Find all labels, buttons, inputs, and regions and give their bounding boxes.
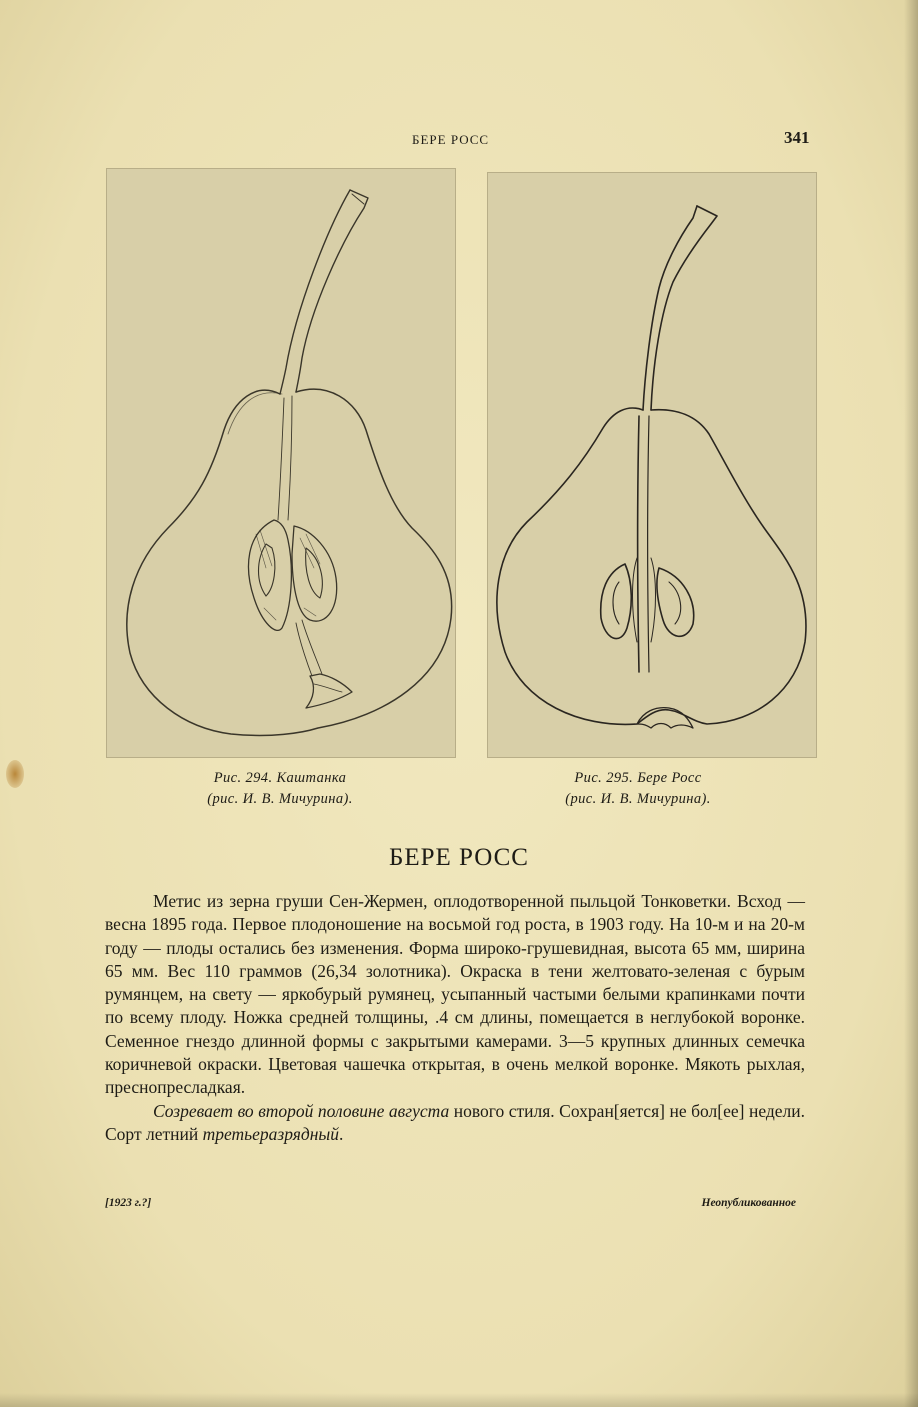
page-bottom-shadow [0, 1393, 918, 1407]
figure-294-caption [130, 768, 430, 810]
paragraph-2-end: . [339, 1123, 344, 1144]
page-number: 341 [784, 128, 810, 147]
figure-294-caption-line2: (рис. И. В. Мичурина). [207, 791, 353, 807]
ripening-italic: Созревает во второй половине августа [153, 1100, 450, 1121]
figure-295-caption-line2: (рис. И. В. Мичурина). [565, 791, 711, 807]
figure-295-caption [488, 768, 788, 810]
article-body [105, 890, 805, 1146]
running-head [0, 128, 918, 150]
article-paragraph-1: Метис из зерна груши Сен-Жермен, оплодотворенной пыльцой Тонковетки. Всход — весна 1895 года. Первое плодоношение на восьмой год роста, в 1903 году. На 10-м и на 20-м году — плоды остались без изменения. Форма широко-грушевидная, высота 65 мм, ширина 65 мм. Вес 110 граммов (26,34 золотника). Окраска в тени желтовато-зеленая с бурым румянцем, на свету — яркобурый румянец, усыпанный частыми белыми крапинками почти по всему плоду. Ножка средней толщины, .4 см длины, помещается в неглубокой воронке. Семенное гнездо длинной формы с закрытыми камерами. 3—5 крупных длинных семечка коричневой окраски. Цветовая чашечка открытая, в очень мелкой воронке. Мякоть рыхлая, преснопресладкая. [105, 891, 805, 1098]
figure-294-caption-line1: Рис. 294. Каштанка [213, 770, 347, 786]
running-title: БЕРЕ РОСС [412, 132, 490, 147]
figure-295-image [487, 172, 817, 758]
figure-294-image [106, 168, 456, 758]
pear-bere-ross-illustration [487, 172, 817, 758]
footer-date: [1923 г.?] [105, 1197, 152, 1209]
paper-stain [6, 760, 24, 788]
page-edge-shadow [904, 0, 918, 1407]
figure-295-caption-line1: Рис. 295. Бере Росс [574, 770, 702, 786]
footer-status: Неопубликованное [701, 1197, 796, 1209]
article-paragraph-2 [105, 1100, 805, 1147]
storage-text: нового стиля. Сохран[яется] не бол[ее] недели. Сорт летний [105, 1100, 806, 1144]
pear-kashtanka-illustration [106, 168, 456, 758]
section-title: БЕРЕ РОСС [389, 844, 529, 871]
grade-italic: третьеразрядный [202, 1123, 340, 1144]
